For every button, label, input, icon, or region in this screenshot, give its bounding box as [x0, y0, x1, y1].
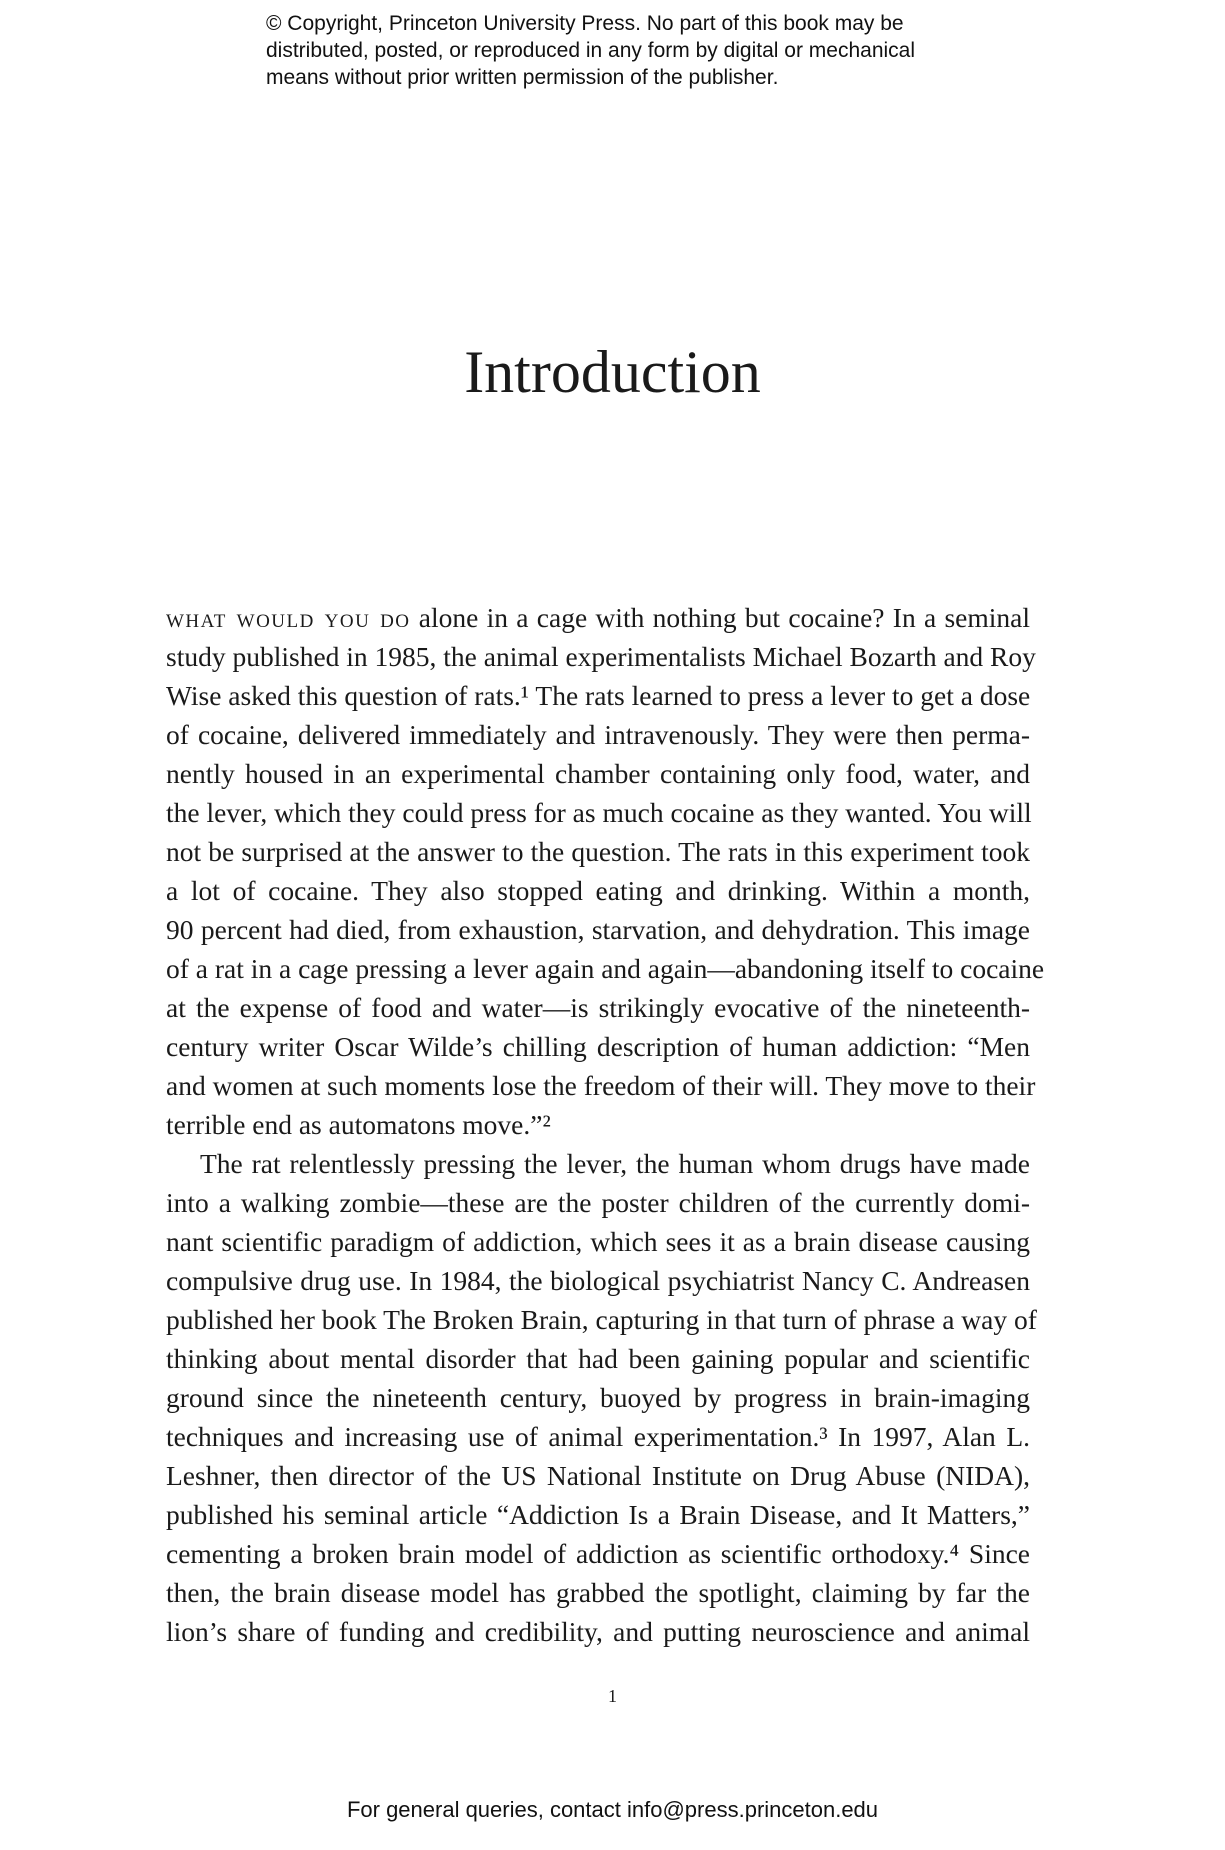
text-line: into a walking zombie—these are the poster children of the currently domi- — [166, 1187, 1030, 1218]
text-line: terrible end as automatons move.”² — [166, 1109, 551, 1140]
paragraph-1 — [166, 598, 1045, 1144]
text-line: of a rat in a cage pressing a lever again and again—abandoning itself to cocaine — [166, 953, 1045, 984]
copyright-notice — [266, 10, 986, 91]
text-line: of cocaine, delivered immediately and intravenously. They were then perma- — [166, 719, 1030, 750]
text-line: the lever, which they could press for as much cocaine as they wanted. You will — [166, 797, 1032, 828]
text-line: Leshner, then director of the US National Institute on Drug Abuse (NIDA), — [166, 1460, 1030, 1491]
text-line: published his seminal article “Addiction Is a Brain Disease, and It Matters,” — [166, 1499, 1030, 1530]
lead-in-small-caps: what would you do — [166, 602, 411, 633]
chapter-title: Introduction — [464, 339, 761, 405]
footer-contact-text: For general queries, contact info@press.princeton.edu — [346, 1797, 879, 1822]
copyright-line: © Copyright, Princeton University Press. No part of this book may be — [266, 12, 904, 35]
text-line: Wise asked this question of rats.¹ The rats learned to press a lever to get a dose — [166, 680, 1031, 711]
text-line: 90 percent had died, from exhaustion, starvation, and dehydration. This image — [166, 914, 1030, 945]
text-line-rest: alone in a cage with nothing but cocaine? In a seminal — [410, 602, 1030, 633]
text-line: The rat relentlessly pressing the lever, the human whom drugs have made — [200, 1148, 1030, 1179]
text-line: at the expense of food and water—is strikingly evocative of the nineteenth- — [166, 992, 1030, 1023]
text-line: published her book The Broken Brain, capturing in that turn of phrase a way of — [166, 1304, 1037, 1335]
paragraph-2 — [166, 1144, 1037, 1651]
text-line: nently housed in an experimental chamber containing only food, water, and — [166, 758, 1030, 789]
text-line: nant scientific paradigm of addiction, which sees it as a brain disease causing — [166, 1226, 1030, 1257]
text-line: and women at such moments lose the freedom of their will. They move to their — [166, 1070, 1036, 1101]
text-line: thinking about mental disorder that had been gaining popular and scientific — [166, 1343, 1030, 1374]
text-line: compulsive drug use. In 1984, the biological psychiatrist Nancy C. Andreasen — [166, 1265, 1030, 1296]
text-line: not be surprised at the answer to the question. The rats in this experiment took — [166, 836, 1030, 867]
text-line: lion’s share of funding and credibility, and putting neuroscience and animal — [166, 1616, 1030, 1647]
text-line: then, the brain disease model has grabbed the spotlight, claiming by far the — [166, 1577, 1030, 1608]
text-line: cementing a broken brain model of addiction as scientific orthodoxy.⁴ Since — [166, 1538, 1030, 1569]
page-number: 1 — [608, 1686, 617, 1706]
text-line: ground since the nineteenth century, buoyed by progress in brain-imaging — [166, 1382, 1030, 1413]
body-text — [166, 598, 1045, 1651]
copyright-line: distributed, posted, or reproduced in any form by digital or mechanical — [266, 39, 916, 62]
footer-contact — [0, 1797, 1225, 1823]
copyright-line: means without prior written permission of the publisher. — [266, 66, 779, 89]
text-line: study published in 1985, the animal experimentalists Michael Bozarth and Roy — [166, 641, 1036, 672]
text-line — [166, 598, 1030, 637]
text-line: techniques and increasing use of animal experimentation.³ In 1997, Alan L. — [166, 1421, 1030, 1452]
text-line: century writer Oscar Wilde’s chilling description of human addiction: “Men — [166, 1031, 1030, 1062]
text-line: a lot of cocaine. They also stopped eating and drinking. Within a month, — [166, 875, 1030, 906]
